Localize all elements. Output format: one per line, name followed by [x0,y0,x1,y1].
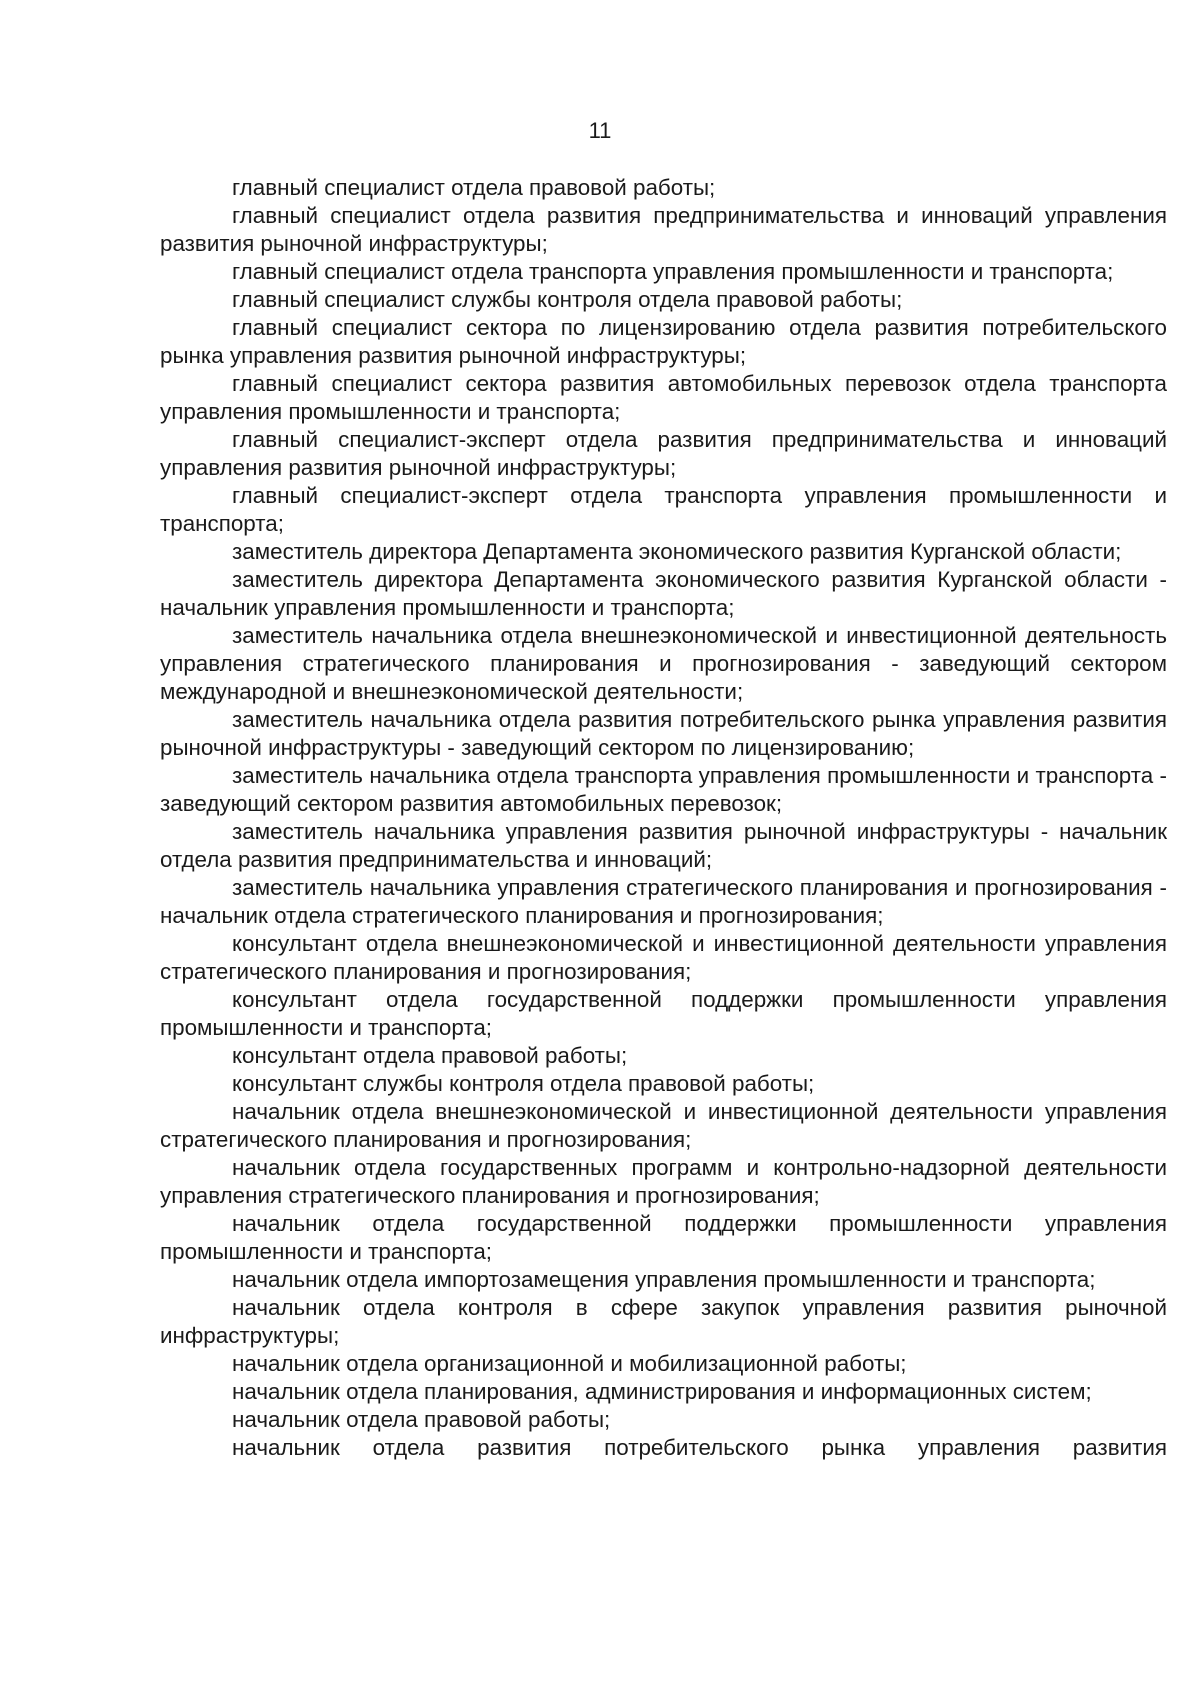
page-number: 11 [588,118,612,143]
list-item: заместитель начальника управления стратегического планирования и прогнозирования - начальник отдела стратегического планирования и прогнозирования; [160,875,1167,928]
list-item: начальник отдела развития потребительского рынка управления развития [232,1435,1167,1460]
list-item: заместитель начальника отдела развития потребительского рынка управления развития рыночной инфраструктуры - заведующий сектором по лицензированию; [160,707,1167,760]
list-item: консультант отдела внешнеэкономической и инвестиционной деятельности управления стратегического планирования и прогнозирования; [160,931,1167,984]
list-item: главный специалист службы контроля отдела правовой работы; [232,287,903,312]
list-item: главный специалист-эксперт отдела транспорта управления промышленности и транспорта; [160,483,1167,536]
position-list [160,174,1167,1462]
list-item: главный специалист отдела транспорта управления промышленности и транспорта; [232,259,1114,284]
list-item: начальник отдела внешнеэкономической и инвестиционной деятельности управления стратегического планирования и прогнозирования; [160,1099,1167,1152]
list-item: начальник отдела правовой работы; [232,1407,611,1432]
list-item: главный специалист сектора по лицензированию отдела развития потребительского рынка управления развития рыночной инфраструктуры; [160,315,1167,368]
list-item: заместитель начальника управления развития рыночной инфраструктуры - начальник отдела развития предпринимательства и инноваций; [160,819,1167,872]
list-item: главный специалист сектора развития автомобильных перевозок отдела транспорта управления промышленности и транспорта; [160,371,1167,424]
list-item: главный специалист отдела правовой работы; [232,175,716,200]
list-item: консультант отдела правовой работы; [232,1043,628,1068]
list-item: заместитель директора Департамента экономического развития Курганской области - начальник управления промышленности и транспорта; [160,567,1167,620]
list-item: начальник отдела импортозамещения управления промышленности и транспорта; [232,1267,1096,1292]
list-item: заместитель начальника отдела транспорта управления промышленности и транспорта - заведующий сектором развития автомобильных перевозок; [160,763,1167,816]
list-item: заместитель директора Департамента экономического развития Курганской области; [232,539,1122,564]
list-item: начальник отдела контроля в сфере закупок управления развития рыночной инфраструктуры; [160,1295,1167,1348]
list-item: начальник отдела планирования, администрирования и информационных систем; [232,1379,1092,1404]
list-item: начальник отдела организационной и мобилизационной работы; [232,1351,907,1376]
list-item: начальник отдела государственной поддержки промышленности управления промышленности и транспорта; [160,1211,1167,1264]
list-item: консультант службы контроля отдела правовой работы; [232,1071,815,1096]
list-item: главный специалист отдела развития предпринимательства и инноваций управления развития рыночной инфраструктуры; [160,203,1167,256]
list-item: консультант отдела государственной поддержки промышленности управления промышленности и транспорта; [160,987,1167,1040]
list-item: заместитель начальника отдела внешнеэкономической и инвестиционной деятельность управления стратегического планирования и прогнозирования - заведующий сектором международной и внешнеэкономической деятельности; [160,623,1167,704]
list-item: главный специалист-эксперт отдела развития предпринимательства и инноваций управления развития рыночной инфраструктуры; [160,427,1167,480]
list-item: начальник отдела государственных программ и контрольно-надзорной деятельности управления стратегического планирования и прогнозирования; [160,1155,1167,1208]
